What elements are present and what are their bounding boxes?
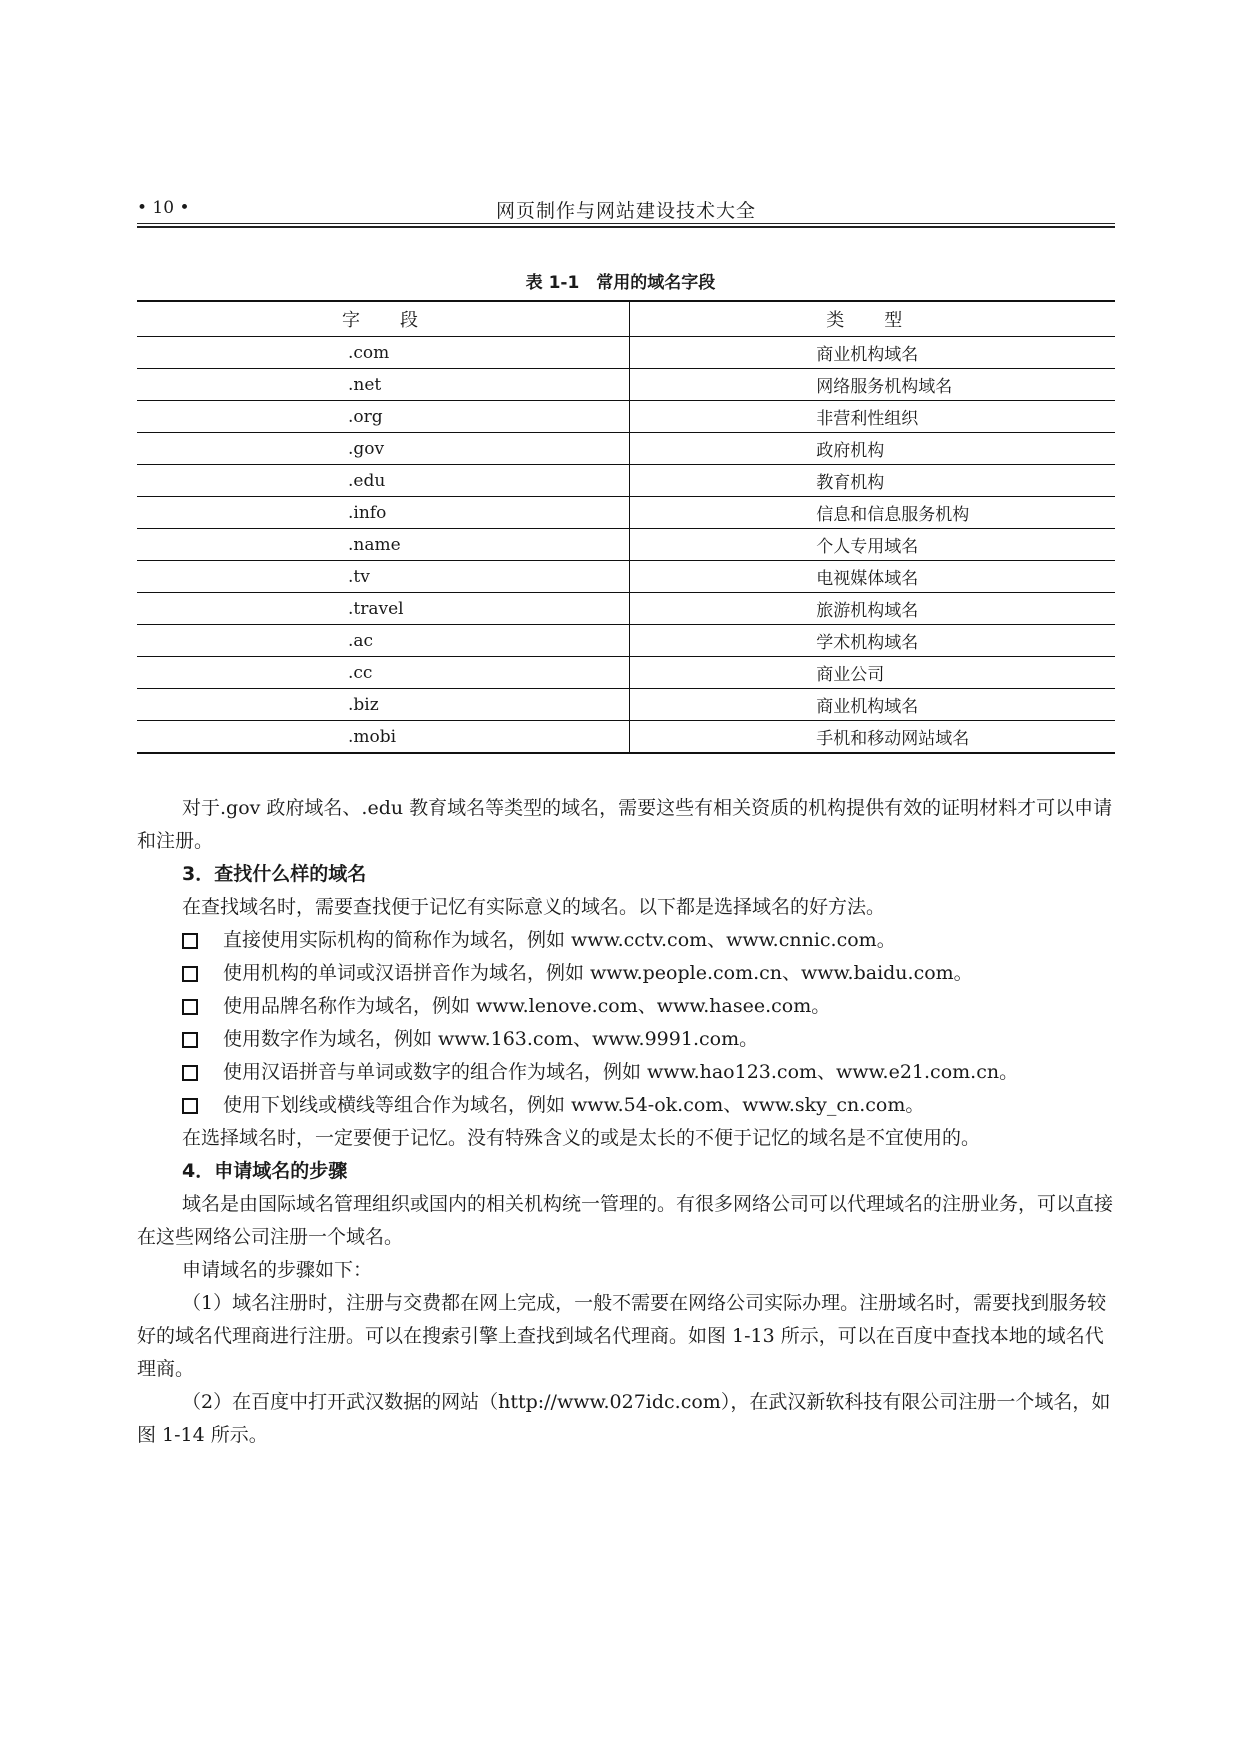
page-number: • 10 • [137,198,190,218]
column-header-type: 类型 [826,310,943,331]
domain-suffix: .org [137,401,630,433]
body-text [137,792,1115,1452]
list-item [137,1056,1115,1089]
paragraph: 在选择域名时，一定要便于记忆。没有特殊含义的或是太长的不便于记忆的域名是不宜使用的。 [182,1127,981,1149]
header-rule-thick [137,226,1115,228]
table-row [137,721,1115,754]
list-item [137,1023,1115,1056]
table-row [137,401,1115,433]
paragraph: 在查找域名时，需要查找便于记忆有实际意义的域名。以下都是选择域名的好方法。 [182,896,886,918]
list-item-text: 使用下划线或横线等组合作为域名，例如 www.54-ok.com、www.sky_cn.com。 [223,1094,925,1116]
domain-suffix: .name [137,529,630,561]
domain-suffix: .edu [137,465,630,497]
domain-type: 商业机构域名 [816,697,919,717]
paragraph: （1）域名注册时，注册与交费都在网上完成，一般不需要在网络公司实际办理。注册域名时，需要找到服务较好的域名代理商进行注册。可以在搜索引擎上查找到域名代理商。如图 1-13 所示，可以在百度中查找本地的域名代理商。 [137,1292,1107,1380]
list-item-text: 使用数字作为域名，例如 www.163.com、www.9991.com。 [223,1028,759,1050]
domain-type: 非营利性组织 [816,409,919,429]
table-row [137,369,1115,401]
domain-suffix: .cc [137,657,630,689]
checkbox-bullet-icon [182,1032,198,1048]
book-title: 网页制作与网站建设技术大全 [495,200,756,222]
checkbox-bullet-icon [182,1065,198,1081]
running-header [137,196,1115,222]
table-header-row [137,301,1115,337]
checkbox-bullet-icon [182,933,198,949]
checkbox-bullet-icon [182,999,198,1015]
table-row [137,337,1115,369]
domain-type: 个人专用域名 [816,537,919,557]
paragraph: 域名是由国际域名管理组织或国内的相关机构统一管理的。有很多网络公司可以代理域名的注册业务，可以直接在这些网络公司注册一个域名。 [137,1193,1114,1248]
list-item [137,957,1115,990]
domain-type: 旅游机构域名 [816,601,919,621]
table-row [137,465,1115,497]
table-caption: 表 1-1 常用的域名字段 [525,273,716,293]
section-heading: 3．查找什么样的域名 [182,863,367,885]
domain-type: 学术机构域名 [816,633,919,653]
list-item [137,990,1115,1023]
checkbox-bullet-icon [182,966,198,982]
domain-suffix: .ac [137,625,630,657]
domain-suffix: .com [137,337,630,369]
table-row [137,593,1115,625]
domain-type: 手机和移动网站域名 [816,729,970,749]
domain-type: 信息和信息服务机构 [816,505,970,525]
table-row [137,497,1115,529]
domain-suffix: .biz [137,689,630,721]
domain-table [137,300,1115,754]
domain-type: 网络服务机构域名 [816,377,953,397]
domain-suffix: .mobi [137,721,630,754]
table-row [137,529,1115,561]
domain-suffix: .gov [137,433,630,465]
domain-type: 商业机构域名 [816,345,919,365]
list-item-text: 使用机构的单词或汉语拼音作为域名，例如 www.people.com.cn、www.baidu.com。 [223,962,973,984]
list-item [137,924,1115,957]
table-row [137,657,1115,689]
domain-type: 政府机构 [816,441,885,461]
column-header-field: 字段 [137,301,630,337]
list-item [137,1089,1115,1122]
table-row [137,433,1115,465]
paragraph: 对于.gov 政府域名、.edu 教育域名等类型的域名，需要这些有相关资质的机构提供有效的证明材料才可以申请和注册。 [137,797,1113,852]
table-row [137,625,1115,657]
checkbox-bullet-icon [182,1098,198,1114]
table-row [137,689,1115,721]
domain-suffix: .tv [137,561,630,593]
domain-type: 电视媒体域名 [816,569,919,589]
paragraph: 申请域名的步骤如下： [182,1259,373,1281]
list-item-text: 使用汉语拼音与单词或数字的组合作为域名，例如 www.hao123.com、www.e21.com.cn。 [223,1061,1019,1083]
domain-suffix: .info [137,497,630,529]
list-item-text: 使用品牌名称作为域名，例如 www.lenove.com、www.hasee.com。 [223,995,831,1017]
domain-type: 商业公司 [816,665,885,685]
domain-suffix: .travel [137,593,630,625]
list-item-text: 直接使用实际机构的简称作为域名，例如 www.cctv.com、www.cnnic.com。 [223,929,896,951]
domain-suffix: .net [137,369,630,401]
domain-type: 教育机构 [816,473,885,493]
header-rule-thin [137,223,1115,224]
paragraph: （2）在百度中打开武汉数据的网站（http://www.027idc.com），在武汉新软科技有限公司注册一个域名，如图 1-14 所示。 [137,1391,1111,1446]
section-heading: 4．申请域名的步骤 [182,1160,348,1182]
table-row [137,561,1115,593]
